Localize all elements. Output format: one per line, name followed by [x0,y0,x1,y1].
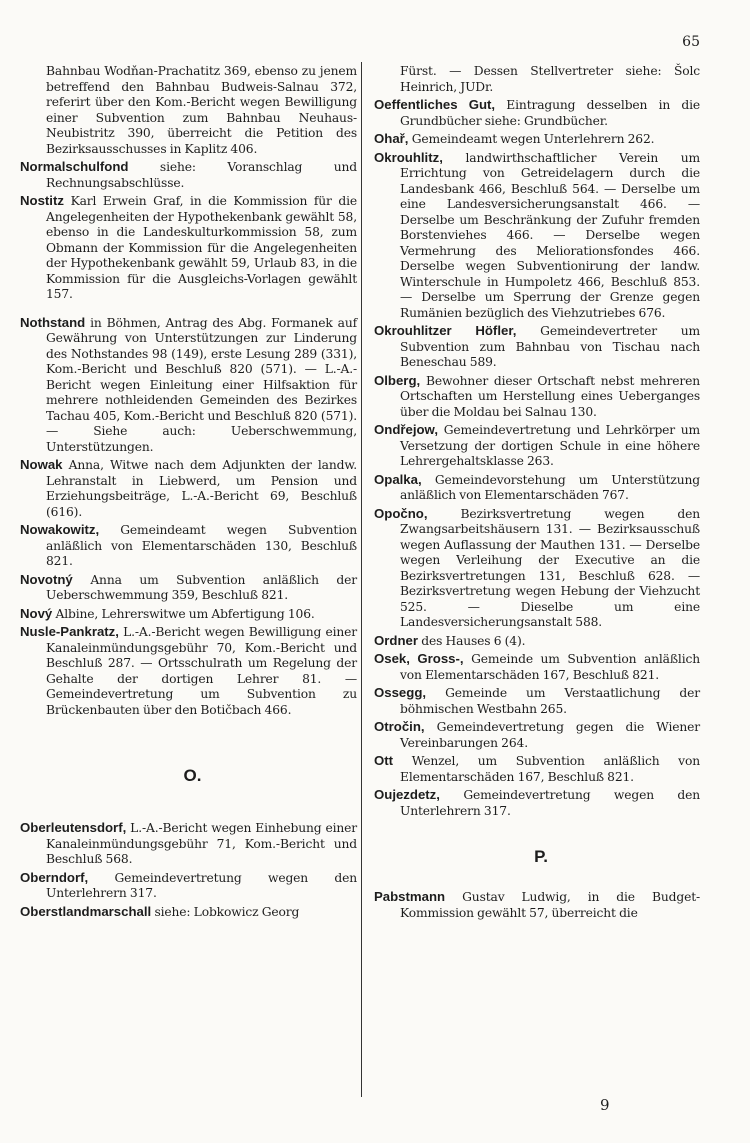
index-entry [374,787,700,819]
entry-heading: Pabstmann [374,889,446,904]
index-entry [374,97,700,129]
entry-text: Gemeinde um Subvention anläßlich von Elementarschäden 167, Beschluß 821. [400,652,701,682]
entry-heading: Okrouhlitzer Höfler, [374,323,517,338]
index-entry [20,522,357,570]
entry-heading: Oberleutensdorf, [20,820,127,835]
entry-heading: Normalschulfond [20,159,129,174]
index-entry [20,606,357,623]
index-entry [374,64,700,95]
entry-text: Gemeindevertretung wegen den Unterlehrern 317. [46,870,357,900]
entry-text: Karl Erwein Graf, in die Kommission für die Angelegenheiten der Hypothekenbank gewählt 58, ebenso in die Landeskulturkommission 58, zum Obmann der Kommission für die Angelegenheiten der Hypothekenbank gewählt 59, Urlaub 83, in die Kommission für die Ausgleichs-Vorlagen gewählt 157. [46,194,357,301]
index-entry [374,685,700,717]
entry-heading: Oberstlandmarschall [20,903,152,919]
index-entry [20,870,357,902]
entry-heading: Novotný [20,571,73,587]
entry-heading: Osek, Gross-, [374,651,464,666]
entry-heading: Nový [20,605,53,621]
index-entry [20,624,357,718]
entry-heading: Okrouhlitz, [374,149,443,165]
entry-text: Gemeindeamt wegen Subvention anläßlich von Elementarschäden 130, Beschluß 821. [46,523,357,568]
entry-heading: Nowakowitz, [20,522,100,537]
index-entry [20,64,357,157]
index-entry [374,323,700,371]
entry-text: L.-A.-Bericht wegen Einhebung einer Kanaleinmündungsgebühr 71, Kom.-Bericht und Beschluß 568. [46,821,357,866]
entry-text: siehe: Voranschlag und Rechnungsabschlüsse. [46,160,357,190]
index-entry [20,904,357,921]
entry-heading: Nusle-Pankratz, [20,624,119,639]
index-entry [374,150,700,322]
entry-text: in Böhmen, Antrag des Abg. Formanek auf Gewährung von Unterstützungen zur Linderung des Nothstandes 98 (149), erste Lesung 289 (331), Kom.-Bericht und Beschluß 820 (571). — L.-A.-Bericht wegen Einleitung einer Hilfsaktion für mehrere nothleidenden Gemeinden des Bezirkes Tachau 405, Kom.-Bericht und Beschluß 820 (571). — Siehe auch: Ueberschwemmung, Unterstützungen. [46,315,357,454]
index-entry [20,457,357,520]
index-entry [374,651,700,683]
entry-heading: Oujezdetz, [374,787,440,802]
signature-mark: 9 [600,1096,610,1114]
entry-heading: Ordner [374,632,418,648]
left-column [20,64,357,922]
entry-heading: Opočno, [374,505,428,521]
entry-heading: Nowak [20,457,63,472]
entry-text: Gemeindevorstehung um Unterstützung anläßlich von Elementarschäden 767. [400,472,700,502]
entry-heading: Nostitz [20,193,64,208]
entry-text: siehe: Lobkowicz Georg [151,904,300,919]
entry-text: Gemeinde um Verstaatlichung der böhmischen Westbahn 265. [400,686,700,716]
entry-heading: Ott [374,753,394,768]
section-letter: P. [534,847,548,866]
right-column [374,64,700,923]
entry-text: Eintragung desselben in die Grundbücher siehe: Grundbücher. [400,98,700,128]
entry-heading: Ondřejow, [374,422,438,437]
index-entry [374,889,700,921]
column-divider [361,62,362,1097]
entry-text: Gustav Ludwig, in die Budget-Kommission gewählt 57, überreicht die [400,890,700,920]
index-entry [374,472,700,504]
entry-text: Bezirksvertretung wegen den Zwangsarbeitshäusern 131. — Bezirksausschuß wegen Auflassung der Mauthen 131. — Derselbe wegen Verleihung der Executive an die Bezirksvertretungen 131, Beschluß 628. — Bezirksvertretung wegen Hebung der Viehzucht 525. — Dieselbe um eine Landesversicherungsanstalt 588. [400,506,700,629]
entry-text: Fürst. — Dessen Stellvertreter siehe: Šolc Heinrich, JUDr. [400,64,700,94]
entry-text: Gemeindeamt wegen Unterlehrern 262. [408,132,655,146]
entry-heading: Oeffentliches Gut, [374,97,496,112]
entry-heading: Ohař, [374,131,409,146]
entry-text: Gemeindevertretung und Lehrkörper um Versetzung der dortigen Schule in eine höhere Lehrergehaltsklasse 263. [400,423,700,468]
index-entry [20,159,357,191]
page-number: 65 [682,34,700,50]
entry-text: Bewohner dieser Ortschaft nebst mehreren Ortschaften um Herstellung eines Ueberganges über die Moldau bei Salnau 130. [400,373,700,419]
entry-text: Bahnbau Wodňan-Prachatitz 369, ebenso zu jenem betreffend den Bahnbau Budweis-Salnau 372, referirt über den Kom.-Bericht wegen Bewilligung einer Subvention zum Bahnbau Neuhaus-Neubistritz 390, überreicht die Petition des Bezirksausschusses in Kaplitz 406. [46,64,357,156]
entry-text: landwirthschaftlicher Verein um Errichtung von Getreidelagern durch die Landesbank 466, Beschluß 564. — Derselbe um eine Landesversicherungsanstalt 466. — Derselbe um Beschränkung der Zufuhr fremden Borstenviehes 466. — Derselbe wegen Vermehrung des Meliorationsfondes 466. Derselbe wegen Subventionirung der landw. Winterschule in Humpoletz 466, Beschluß 853. — Derselbe um Sperrung der Grenze gegen Rumänien bezüglich des Viehzutriebes 676. [400,150,700,320]
entry-text: Albine, Lehrerswitwe um Abfertigung 106. [52,606,315,621]
index-entry [374,719,700,751]
entry-heading: Ossegg, [374,685,427,700]
index-entry [374,753,700,785]
index-entry [374,506,700,631]
entry-heading: Oberndorf, [20,869,89,885]
index-entry [374,131,700,148]
entry-heading: Olberg, [374,372,421,388]
index-entry [20,820,357,868]
entry-text: Gemeindevertretung gegen die Wiener Vereinbarungen 264. [400,720,700,750]
index-entry [20,193,357,303]
entry-heading: Nothstand [20,314,86,330]
index-entry [20,315,357,456]
entry-text: Gemeindevertretung wegen den Unterlehrern 317. [400,788,700,818]
section-letter: O. [183,766,202,785]
entry-text: Anna, Witwe nach dem Adjunkten der landw. Lehranstalt in Liebwerd, um Pension und Erziehungsbeiträge, L.-A.-Bericht 69, Beschluß (616). [46,458,357,519]
index-entry [374,633,700,650]
entry-text: L.-A.-Bericht wegen Bewilligung einer Kanaleinmündungsgebühr 70, Kom.-Bericht und Beschluß 287. — Ortsschulrath um Regelung der Gehalte der dortigen Lehrer 81. — Gemeindevertretung um Subvention zu Brückenbauten über den Botičbach 466. [46,625,357,717]
index-entry [374,373,700,421]
index-entry [374,422,700,470]
entry-text: des Hauses 6 (4). [417,633,526,648]
entry-heading: Opalka, [374,471,422,487]
entry-text: Wenzel, um Subvention anläßlich von Elementarschäden 167, Beschluß 821. [393,754,700,784]
entry-heading: Otročin, [374,719,425,734]
index-entry [20,572,357,604]
entry-text: Anna um Subvention anläßlich der Ueberschwemmung 359, Beschluß 821. [46,572,357,602]
entry-text: Gemeindevertreter um Subvention zum Bahnbau von Tischau nach Beneschau 589. [400,324,700,369]
